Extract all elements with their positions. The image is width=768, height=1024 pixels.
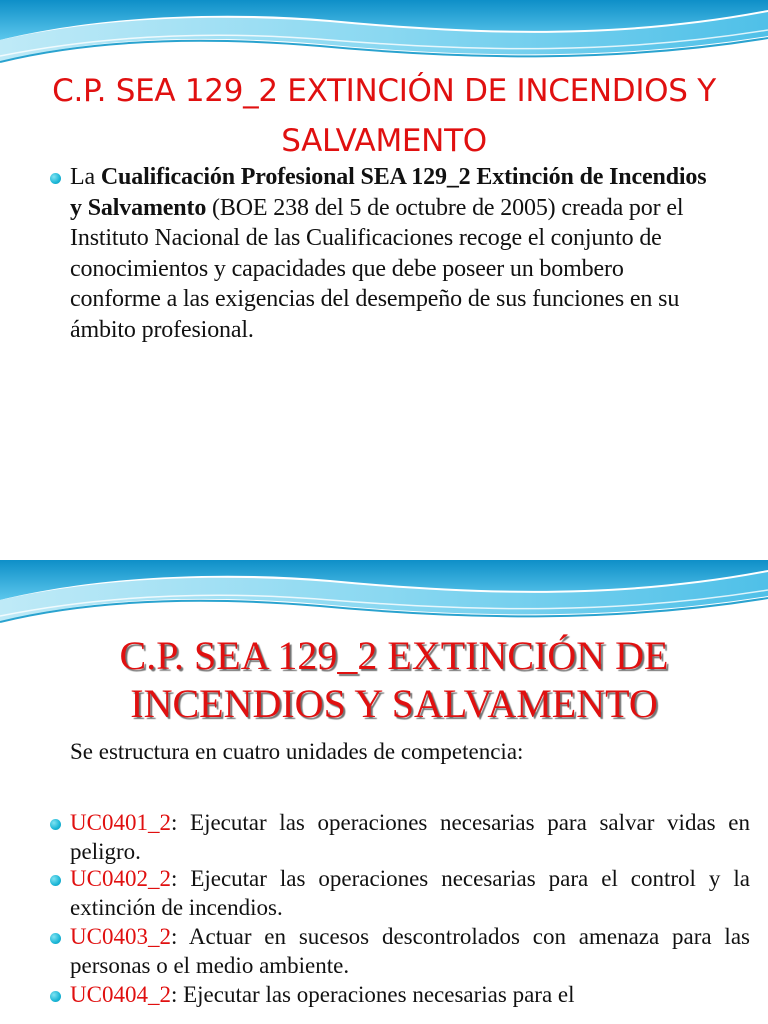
slide-1-title: C.P. SEA 129_2 EXTINCIÓN DE INCENDIOS Y SALVAMENTO: [52, 73, 716, 159]
unit-code: UC0401_2: [70, 810, 171, 835]
unit-text: : Ejecutar las operaciones necesarias para el: [170, 982, 575, 1007]
unit-code: UC0403_2: [70, 924, 171, 949]
bullet-icon: [50, 875, 61, 886]
unit-text: : Actuar en sucesos descontrolados con amenaza para las personas o el medio ambiente.: [70, 924, 750, 978]
paragraph-prefix: La: [70, 164, 101, 190]
unit-text: : Ejecutar las operaciones necesarias para el control y la extinción de incendios.: [70, 866, 750, 920]
paragraph-rest: (BOE 238 del 5 de octubre de 2005) creada por el Instituto Nacional de las Cualificaciones recoge el conjunto de conocimientos y capacidades que debe poseer un bombero conforme a las exigencias del desempeño de sus funciones en su ámbito profesional.: [70, 194, 684, 343]
bullet-icon: [50, 933, 61, 944]
slide-1-paragraph: [70, 162, 712, 345]
slide-2: [0, 560, 768, 1024]
bullet-icon: [50, 819, 61, 830]
bullet-icon: [50, 173, 61, 184]
paragraph-bold: Cualificación Profesional SEA 129_2 Extinción de Incendios y Salvamento: [70, 164, 707, 221]
header-wave-decoration: [0, 0, 768, 72]
slide-2-intro: Se estructura en cuatro unidades de competencia:: [70, 739, 524, 764]
header-wave-decoration: [0, 560, 768, 632]
competency-unit-item: [70, 808, 750, 866]
bullet-icon: [50, 991, 61, 1002]
unit-code: UC0404_2: [70, 982, 171, 1007]
competency-unit-item: [70, 864, 750, 922]
competency-unit-item: [70, 980, 750, 1009]
unit-code: UC0402_2: [70, 866, 171, 891]
competency-unit-item: [70, 922, 750, 980]
unit-text: : Ejecutar las operaciones necesarias para salvar vidas en peligro.: [70, 810, 750, 864]
slide-2-title: C.P. SEA 129_2 EXTINCIÓN DE INCENDIOS Y SALVAMENTO: [119, 633, 669, 726]
